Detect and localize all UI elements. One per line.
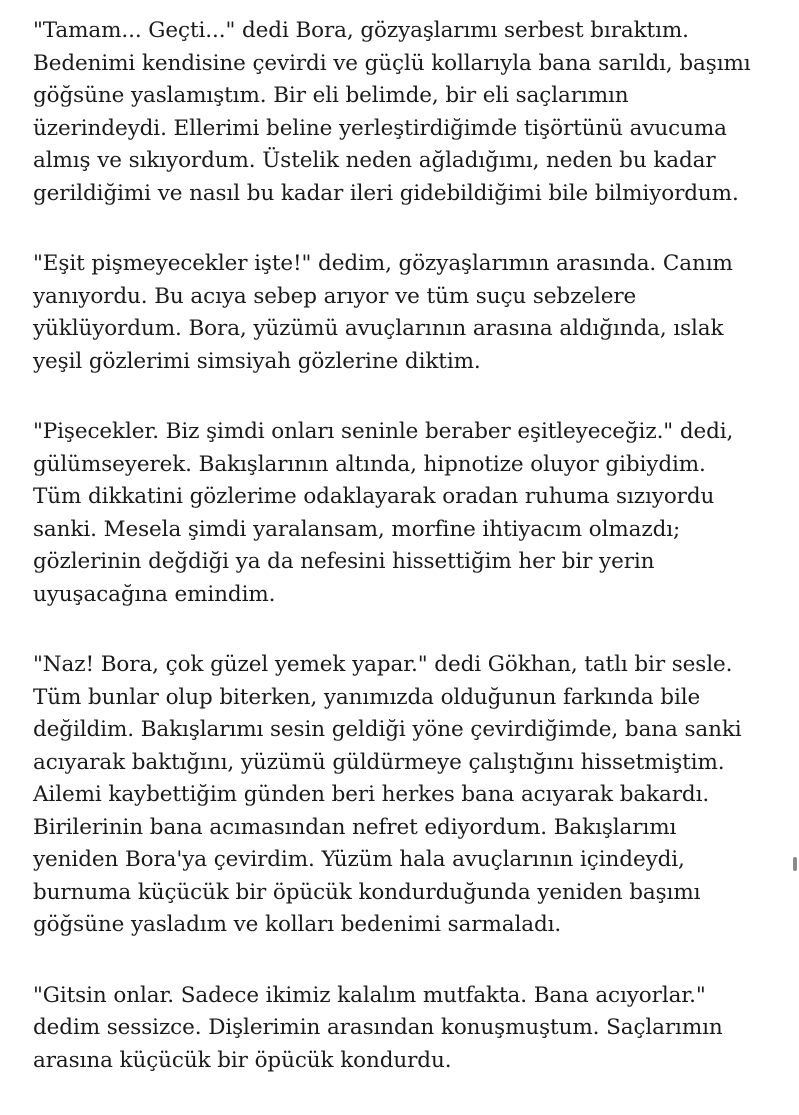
text-line: değildim. Bakışlarımı sesin geldiği yöne çevirdiğimde, bana sanki [33,717,742,742]
text-line: gözlerinin değdiği ya da nefesini hissettiğim her bir yerin [33,549,655,574]
text-line: Tüm dikkatini gözlerime odaklayarak oradan ruhuma sızıyordu [33,484,715,509]
text-line: göğsüne yaslamıştım. Bir eli belimde, bir eli saçlarımın [33,83,629,108]
paragraph [33,416,773,611]
text-line: üzerindeydi. Ellerimi beline yerleştirdiğimde tişörtünü avucuma [33,115,727,141]
paragraph [33,649,773,942]
text-line: göğsüne yasladım ve kolları bedenimi sarmaladı. [33,912,562,937]
text-line: sanki. Mesela şimdi yaralansam, morfine ihtiyacım olmazdı; [33,516,681,542]
text-line: Ailemi kaybettiğim günden beri herkes bana acıyarak bakardı. [33,782,710,807]
text-line: "Tamam... Geçti..." dedi Bora, gözyaşlarımı serbest bıraktım. [33,18,689,43]
paragraph [33,15,773,210]
text-line: "Gitsin onlar. Sadece ikimiz kalalım mutfakta. Bana acıyorlar." [33,982,706,1008]
text-line: uyuşacağına emindim. [33,581,276,607]
text-line: burnuma küçücük bir öpücük kondurduğunda yeniden başımı [33,879,701,905]
text-line: gerildiğimi ve nasıl bu kadar ileri gidebildiğimi bile bilmiyordum. [33,180,739,206]
text-line: arasına küçücük bir öpücük kondurdu. [33,1047,452,1073]
paragraph [33,248,773,378]
text-line: acıyarak baktığını, yüzümü güldürmeye çalıştığını hissetmiştim. [33,749,725,775]
text-line: yeşil gözlerimi simsiyah gözlerine diktim. [33,348,481,374]
text-line: "Pişecekler. Biz şimdi onları seninle beraber eşitleyeceğiz." dedi, [33,419,734,444]
text-line: gülümseyerek. Bakışlarının altında, hipnotize oluyor gibiydim. [33,451,706,477]
text-line: "Eşit pişmeyecekler işte!" dedim, gözyaşlarımın arasında. Canım [33,251,733,276]
text-line: Tüm bunlar olup biterken, yanımızda olduğunun farkında bile [33,684,701,710]
story-text [33,15,773,1115]
paragraph [33,980,773,1078]
scroll-indicator[interactable] [793,857,797,871]
text-line: yeniden Bora'ya çevirdim. Yüzüm hala avuçlarının içindeydi, [33,847,685,872]
text-line: yüklüyordum. Bora, yüzümü avuçlarının arasına aldığında, ıslak [33,316,724,341]
text-line: Bedenimi kendisine çevirdi ve güçlü kollarıyla bana sarıldı, başımı [33,50,751,76]
text-line: "Naz! Bora, çok güzel yemek yapar." dedi Gökhan, tatlı bir sesle. [33,652,733,677]
text-line: Birilerinin bana acımasından nefret ediyordum. Bakışlarımı [33,814,677,840]
text-line: yanıyordu. Bu acıya sebep arıyor ve tüm suçu sebzelere [33,283,637,309]
text-line: almış ve sıkıyordum. Üstelik neden ağladığımı, neden bu kadar [33,148,716,173]
text-line: dedim sessizce. Dişlerimin arasından konuşmuştum. Saçlarımın [33,1015,723,1040]
